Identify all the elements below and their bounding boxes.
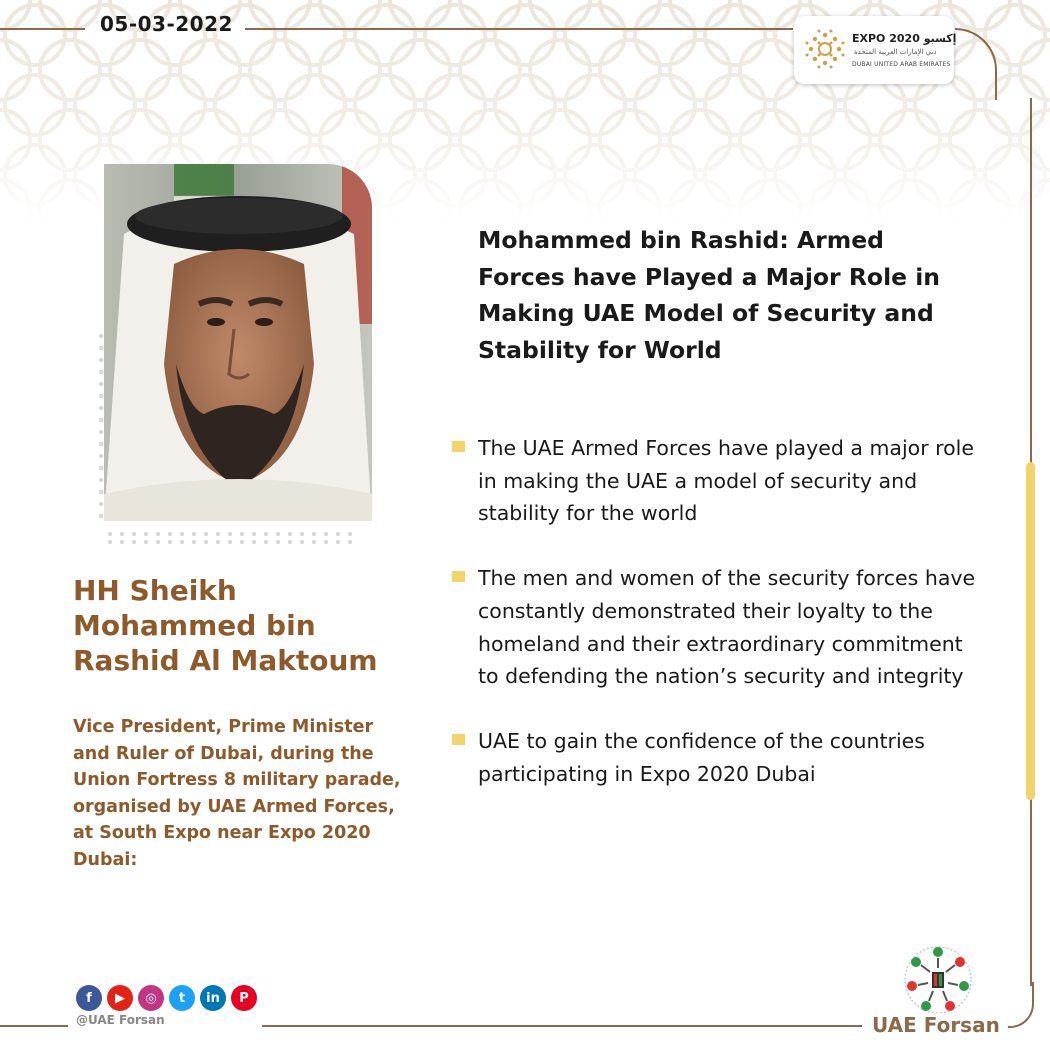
bullet-item: [450, 432, 980, 530]
pinterest-icon[interactable]: P: [231, 985, 257, 1011]
frame-line-top-left: [0, 28, 85, 30]
bullet-text: UAE to gain the confidence of the countries participating in Expo 2020 Dubai: [478, 728, 925, 786]
expo-2020-logo-icon: [802, 26, 848, 72]
dots-decoration-bottom: [104, 530, 360, 546]
post-date: 05-03-2022: [100, 12, 233, 36]
facebook-icon[interactable]: f: [76, 985, 102, 1011]
person-name: HH Sheikh Mohammed bin Rashid Al Maktoum: [73, 574, 378, 677]
uae-forsan-logo-icon: [898, 940, 978, 1020]
person-description: Vice President, Prime Minister and Ruler of Dubai, during the Union Fortress 8 military parade, organised by UAE Armed Forces, at South Expo near Expo 2020 Dubai:: [73, 717, 401, 870]
headline: Mohammed bin Rashid: Armed Forces have Played a Major Role in Making UAE Model of Security and Stability for World: [478, 226, 941, 364]
linkedin-icon[interactable]: in: [200, 985, 226, 1011]
expo-title: EXPO 2020 إكسبو: [852, 32, 957, 45]
expo-subtitle-arabic: دبي الإمارات العربية المتحدة: [854, 48, 937, 56]
portrait-photo: [104, 164, 372, 521]
bullet-square-icon: [452, 441, 465, 452]
social-icons: [76, 985, 257, 1011]
instagram-icon[interactable]: ◎: [138, 985, 164, 1011]
gold-accent-bar: [1026, 462, 1035, 800]
frame-line-top: [245, 28, 793, 30]
bullet-item: [450, 562, 980, 693]
expo-2020-badge: [794, 16, 957, 84]
bullet-square-icon: [452, 571, 465, 582]
frame-corner-bottom-right: [1008, 982, 1034, 1028]
frame-line-bottom: [262, 1025, 862, 1027]
bullet-text: The UAE Armed Forces have played a major role in making the UAE a model of security and stability for the world: [478, 436, 974, 526]
twitter-icon[interactable]: t: [169, 985, 195, 1011]
bullet-list: [450, 430, 980, 790]
brand-name: UAE Forsan: [868, 1013, 1004, 1037]
bullet-item: [450, 725, 980, 790]
expo-subtitle-english: DUBAI UNITED ARAB EMIRATES: [852, 61, 951, 68]
bullet-square-icon: [452, 734, 465, 745]
social-handle: @UAE Forsan: [76, 1013, 165, 1027]
youtube-icon[interactable]: ▶: [107, 985, 133, 1011]
frame-line-bottom-left: [0, 1025, 68, 1027]
bullet-text: The men and women of the security forces have constantly demonstrated their loyalty to the homeland and their extraordinary commitment to defending the nation’s security and integrity: [478, 566, 976, 689]
